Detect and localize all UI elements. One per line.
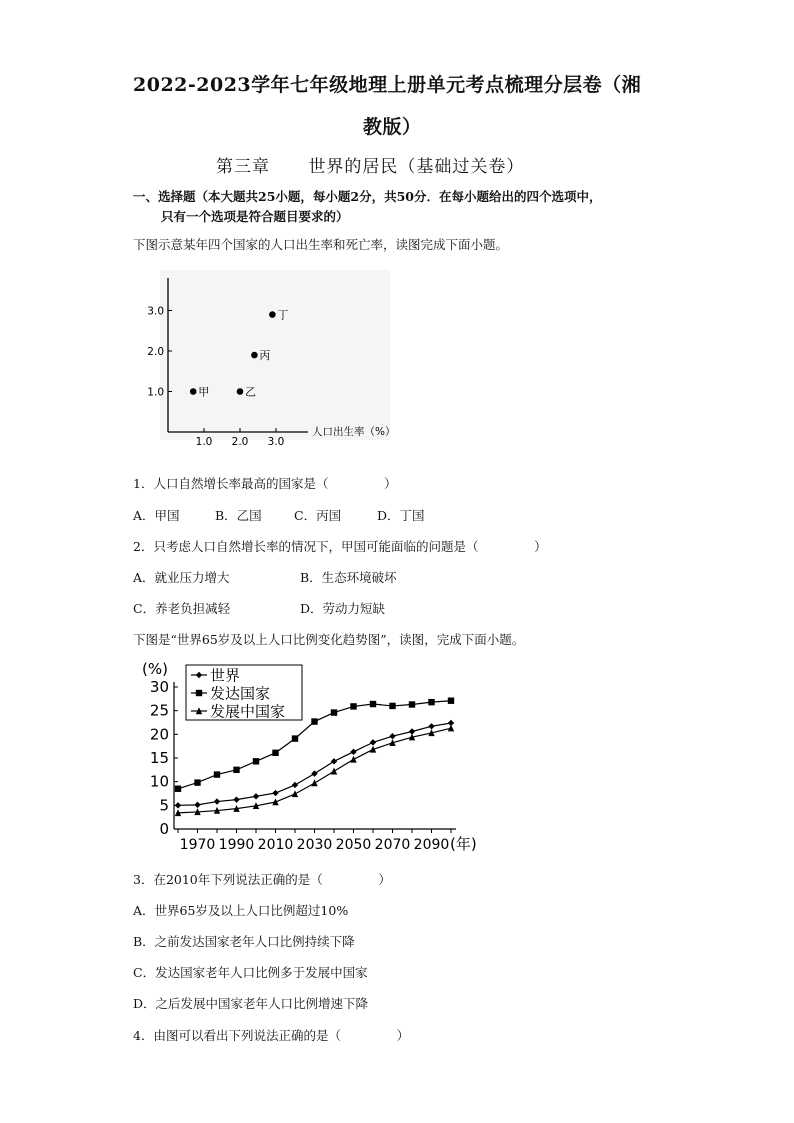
y-tick-label: 25 [149,701,169,720]
triangle-marker [448,724,454,731]
square-marker [194,779,200,785]
y-tick-label: 30 [149,678,169,696]
square-marker [214,771,220,777]
doc-title-line2: 教版） [363,116,422,138]
square-marker [175,786,181,792]
square-marker [233,767,239,773]
x-tick-label: 3.0 [267,436,285,448]
data-point [251,352,258,359]
x-tick-label: 2050 [335,837,372,853]
x-tick-label: 2090 [413,837,450,853]
square-marker [370,701,376,707]
diamond-marker [194,802,200,808]
diamond-marker [311,770,317,776]
triangle-marker [331,768,337,775]
point-label: 丁 [277,308,289,322]
series-line [178,723,451,805]
diamond-marker [272,790,278,796]
q3-stem: 3．在2010年下列说法正确的是（ ） [133,872,391,887]
doc-title-line1: 2022-2023学年七年级地理上册单元考点梳理分层卷（湘 [133,74,642,96]
diamond-marker [233,796,239,802]
point-label: 甲 [198,385,210,399]
q4-stem: 4．由图可以看出下列说法正确的是（ ） [133,1028,410,1043]
y-tick-label: 5 [159,796,169,815]
intro-text-2: 下图是“世界65岁及以上人口比例变化趋势图”，读图，完成下面小题。 [133,632,525,647]
square-marker [253,758,259,764]
series-diamond [175,720,454,809]
diamond-marker [370,739,376,745]
square-marker [389,703,395,709]
y-tick-label: 10 [149,772,169,791]
q1-stem: 1．人口自然增长率最高的国家是（ ） [133,476,397,491]
point-label: 乙 [245,385,256,399]
x-tick-label: 2.0 [231,436,249,448]
x-tick-label: 1.0 [195,436,213,448]
q3-option-d: D．之后发展中国家老年人口比例增速下降 [133,996,369,1011]
legend-label: 世界 [210,666,241,685]
diamond-marker [292,782,298,788]
legend-label: 发达国家 [210,684,271,703]
triangle-marker [292,790,298,797]
q3-option-c: C．发达国家老年人口比例多于发展中国家 [133,965,368,980]
x-tick-label: 2070 [374,837,411,853]
y-tick-label: 3.0 [147,305,164,318]
section-heading-line2: 只有一个选项是符合题目要求的） [161,209,349,224]
data-point [190,388,197,395]
chart-background [160,270,390,440]
x-axis-label: 人口出生率（%） [312,426,396,438]
diamond-marker [350,749,356,755]
square-marker [350,703,356,709]
square-marker [196,690,202,696]
q1-option-c: C．丙国 [294,508,342,523]
chapter-title: 第三章 世界的居民（基础过关卷） [216,157,525,177]
section-heading-line1: 一、选择题（本大题共25小题，每小题2分，共50分．在每小题给出的四个选项中， [133,189,602,204]
x-tick-label: 1990 [218,837,255,853]
x-tick-label: 2030 [296,837,333,853]
y-tick-label: 0 [159,820,169,838]
q1-option-b: B．乙国 [215,508,262,523]
triangle-marker [272,798,278,805]
square-marker [428,699,434,705]
intro-text-1: 下图示意某年四个国家的人口出生率和死亡率，读图完成下面小题。 [133,237,509,252]
square-marker [409,701,415,707]
triangle-marker [350,756,356,763]
data-point [237,388,244,395]
diamond-marker [428,723,434,729]
square-marker [448,698,454,704]
q2-option-d: D．劳动力短缺 [300,601,386,616]
birth-death-rate-chart [130,270,400,450]
q3-option-b: B．之前发达国家老年人口比例持续下降 [133,934,355,949]
q1-option-a: A．甲国 [133,508,180,523]
q2-stem: 2．只考虑人口自然增长率的情况下，甲国可能面临的问题是（ ） [133,539,547,554]
y-tick-label: 2.0 [147,346,164,358]
q1-option-d: D．丁国 [377,508,425,523]
point-label: 丙 [259,349,271,363]
data-point [269,311,276,318]
q2-option-b: B．生态环境破坏 [300,570,397,585]
x-tick-label: 1970 [179,837,216,853]
square-marker [331,709,337,715]
q2-option-c: C．养老负担减轻 [133,601,231,616]
y-unit-label: (%) [142,660,168,678]
q2-option-a: A．就业压力增大 [133,570,230,585]
x-tick-label: 2010 [257,837,294,853]
x-unit-label: (年) [450,835,477,853]
square-marker [311,718,317,724]
diamond-marker [331,758,337,764]
triangle-marker [311,779,317,786]
y-tick-label: 20 [149,725,169,744]
diamond-marker [175,802,181,808]
diamond-marker [253,793,259,799]
legend-label: 发展中国家 [210,702,286,721]
elderly-population-chart [140,655,500,860]
q3-option-a: A．世界65岁及以上人口比例超过10% [133,903,349,918]
square-marker [292,735,298,741]
y-tick-label: 1.0 [147,386,164,399]
diamond-marker [389,733,395,739]
square-marker [272,750,278,756]
y-tick-label: 15 [149,749,169,767]
diamond-marker [214,798,220,804]
